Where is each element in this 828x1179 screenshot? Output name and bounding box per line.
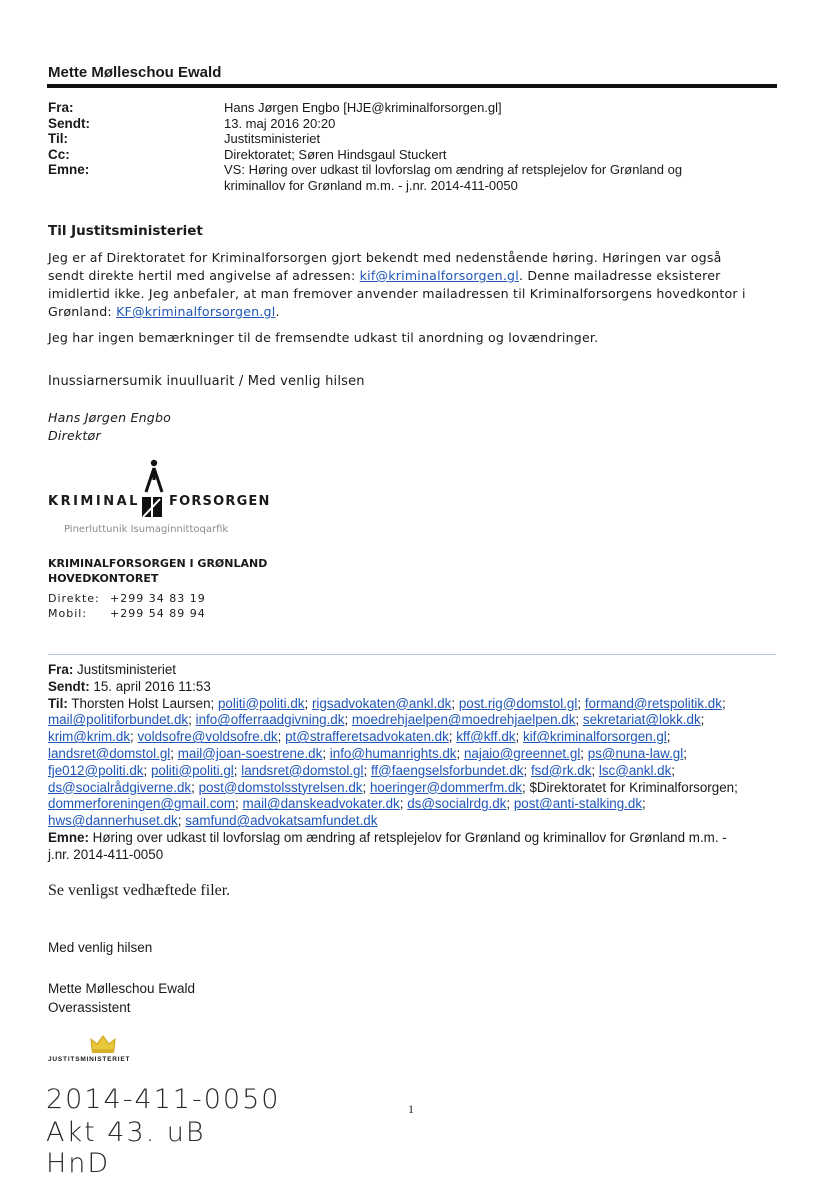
recipient-email-link[interactable]: krim@krim.dk: [48, 729, 131, 745]
ministry-logo: [48, 1032, 178, 1068]
recipient-email-link[interactable]: sekretariat@lokk.dk: [582, 712, 701, 728]
handwritten-note-line2: Akt 43. uB: [46, 1117, 206, 1148]
recipient-email-link[interactable]: samfund@advokatsamfundet.dk: [185, 813, 378, 829]
email2-sender: Mette Mølleschou Ewald Overassistent: [48, 981, 196, 1015]
recipient-email-link[interactable]: info@offerraadgivning.dk: [195, 712, 345, 728]
recipient-email-link[interactable]: fsd@rk.dk: [530, 762, 592, 778]
recipient-email-link[interactable]: ds@socialrådgiverne.dk: [48, 779, 192, 795]
recipient-line: ds@socialrådgiverne.dk; post@domstolsstyrelsen.dk; hoeringer@dommerfm.dk; $Direktoratet for Kriminalforsorgen;: [48, 779, 738, 795]
email1-field-label: Cc:: [48, 146, 70, 162]
email1-field-row: [48, 131, 778, 147]
document-owner-name: Mette Mølleschou Ewald: [48, 64, 222, 81]
email1-field-row: [48, 116, 778, 132]
signature-name: Hans Jørgen Engbo: [48, 410, 172, 425]
email1-field-row: [48, 100, 778, 116]
email-link[interactable]: kif@kriminalforsorgen.gl: [359, 268, 519, 283]
email1-field-row: [48, 147, 778, 163]
email1-field-label: Til:: [48, 131, 68, 146]
org-name: KRIMINALFORSORGEN I GRØNLAND HOVEDKONTORET: [48, 557, 268, 585]
recipient-email-link[interactable]: info@humanrights.dk: [329, 745, 457, 761]
recipient-line: Til: Thorsten Holst Laursen; politi@politi.dk; rigsadvokaten@ankl.dk; post.rig@domstol.gl; formand@retspolitik.dk;: [48, 695, 726, 711]
recipient-email-link[interactable]: mail@politiforbundet.dk: [48, 712, 189, 728]
recipient-email-link[interactable]: lsc@ankl.dk: [598, 762, 672, 778]
recipient-email-link[interactable]: formand@retspolitik.dk: [584, 695, 722, 711]
recipient-email-link[interactable]: voldsofre@voldsofre.dk: [137, 729, 278, 745]
recipient-email-link[interactable]: post.rig@domstol.gl: [458, 695, 578, 711]
crown-icon: [88, 1032, 118, 1054]
recipient-line: krim@krim.dk; voldsofre@voldsofre.dk; pt@strafferetsadvokaten.dk; kff@kff.dk; kif@kriminalforsorgen.gl;: [48, 729, 671, 745]
recipient-email-link[interactable]: kff@kff.dk: [456, 729, 516, 745]
phone-numbers: Direkte: +299 34 83 19 Mobil: +299 54 89 94: [48, 592, 206, 620]
recipient-email-link[interactable]: ff@faengselsforbundet.dk: [370, 762, 524, 778]
email1-field-label: Fra:: [48, 100, 74, 115]
recipient-email-link[interactable]: hoeringer@dommerfm.dk: [369, 779, 522, 795]
email2-header: Fra: Justitsministeriet Sendt: 15. april 2016 11:53 Til: Thorsten Holst Laursen; politi@politi.dk; rigsadvokaten@ankl.dk; post.rig@domstol.gl; formand@retspolitik.dk; mail@politiforbundet.dk; info@offerraadgivning.dk; moedrehjaelpen@moedrehjaelpen.dk; sekretariat@lokk.dk; krim@krim.dk; voldsofre@voldsofre.dk; pt@strafferetsadvokaten.dk; kff@kff.dk; kif@kriminalforsorgen.gl; landsret@domstol.gl; mail@joan-soestrene.dk; info@humanrights.dk; najaio@greennet.gl; ps@nuna-law.gl; fje012@politi.dk; politi@politi.gl; landsret@domstol.gl; ff@faengselsforbundet.dk; fsd@rk.dk; lsc@ankl.dk; ds@socialrådgiverne.dk; post@domstolsstyrelsen.dk; hoeringer@dommerfm.dk; $Direktoratet for Kriminalforsorgen; dommerforeningen@gmail.com; mail@danskeadvokater.dk; ds@socialrdg.dk; post@anti-stalking.dk; hws@dannerhuset.dk; samfund@advokatsamfundet.dk Emne: Høring over udkast til lovforslag om ændring af retsplejelov for Grønland og kriminallov for Grønland m.m. - j.nr. 2014-411-0050: [48, 662, 788, 864]
recipient-email-link[interactable]: ds@socialrdg.dk: [407, 796, 507, 812]
recipient-email-link[interactable]: mail@danskeadvokater.dk: [242, 796, 400, 812]
email1-subject-line2: kriminallov for Grønland m.m. - j.nr. 2014-411-0050: [224, 178, 518, 193]
email1-paragraph-1: Jeg er af Direktoratet for Kriminalforsorgen gjort bekendt med nedenstående høring. Høringen var også sendt direkte hertil med angivelse af adressen: kif@kriminalforsorgen.gl. Denne mailadresse eksisterer imidlertid ikke. Jeg anbefaler, at man fremover anvender mailadressen til Kriminalforsorgens hovedkontor i Grønland: KF@kriminalforsorgen.gl.: [48, 250, 746, 319]
recipient-line: mail@politiforbundet.dk; info@offerraadgivning.dk; moedrehjaelpen@moedrehjaelpen.dk; sekretariat@lokk.dk;: [48, 712, 705, 728]
forward-divider: [48, 654, 776, 655]
ministry-logo-text: JUSTITSMINISTERIET: [48, 1056, 131, 1063]
signature-title: Direktør: [48, 428, 101, 443]
email2-closing: Med venlig hilsen: [48, 940, 153, 955]
email1-greeting: Inussiarnersumik inuulluarit / Med venlig hilsen: [48, 374, 365, 389]
recipient-email-link[interactable]: kif@kriminalforsorgen.gl: [522, 729, 667, 745]
recipient-email-link[interactable]: dommerforeningen@gmail.com: [48, 796, 236, 812]
recipient-email-link[interactable]: politi@politi.dk: [217, 695, 305, 711]
email2-body: Se venligst vedhæftede filer.: [48, 882, 231, 899]
email1-field-value: Justitsministeriet: [224, 131, 321, 146]
recipient-line: fje012@politi.dk; politi@politi.gl; landsret@domstol.gl; ff@faengselsforbundet.dk; fsd@rk.dk; lsc@ankl.dk;: [48, 762, 676, 778]
email1-salutation: Til Justitsministeriet: [48, 223, 203, 239]
recipient-email-link[interactable]: post@domstolsstyrelsen.dk: [198, 779, 363, 795]
recipient-line: hws@dannerhuset.dk; samfund@advokatsamfundet.dk: [48, 813, 378, 829]
recipient-email-link[interactable]: pt@strafferetsadvokaten.dk: [285, 729, 449, 745]
recipient-line: landsret@domstol.gl; mail@joan-soestrene.dk; info@humanrights.dk; najaio@greennet.gl; ps@nuna-law.gl;: [48, 745, 687, 761]
recipient-email-link[interactable]: fje012@politi.dk: [48, 762, 144, 778]
recipient-email-link[interactable]: rigsadvokaten@ankl.dk: [311, 695, 452, 711]
recipient-email-link[interactable]: mail@joan-soestrene.dk: [177, 745, 323, 761]
recipient-line: dommerforeningen@gmail.com; mail@danskeadvokater.dk; ds@socialrdg.dk; post@anti-stalking.dk;: [48, 796, 646, 812]
email1-field-value: VS: Høring over udkast til lovforslag om ændring af retsplejelov for Grønland og: [224, 162, 683, 177]
logo-right-text: FORSORGEN: [169, 494, 271, 509]
email1-field-value: Direktoratet; Søren Hindsgaul Stuckert: [224, 146, 447, 162]
handwritten-case-number: 2014-411-0050: [46, 1084, 281, 1115]
recipient-email-link[interactable]: ps@nuna-law.gl: [587, 745, 684, 761]
recipient-email-link[interactable]: najaio@greennet.gl: [463, 745, 581, 761]
recipient-email-link[interactable]: landsret@domstol.gl: [241, 762, 364, 778]
kriminalforsorgen-logo: [48, 458, 288, 538]
recipient-email-link[interactable]: politi@politi.gl: [150, 762, 234, 778]
email1-paragraph-2: Jeg har ingen bemærkninger til de fremsendte udkast til anordning og lovændringer.: [48, 330, 599, 345]
email1-header: [48, 100, 778, 193]
header-rule: [47, 84, 777, 88]
email1-field-label: Emne:: [48, 162, 90, 177]
recipient-email-link[interactable]: hws@dannerhuset.dk: [48, 813, 178, 829]
email1-field-value: Hans Jørgen Engbo [HJE@kriminalforsorgen.gl]: [224, 100, 502, 115]
email1-field-row: [48, 162, 778, 178]
logo-subtitle: Pinerluttunik Isumaginnittoqarfik: [64, 524, 229, 535]
email1-field-label: Sendt:: [48, 115, 90, 131]
recipient-email-link[interactable]: post@anti-stalking.dk: [513, 796, 643, 812]
email-link[interactable]: KF@kriminalforsorgen.gl: [116, 304, 276, 319]
handwritten-note-line3: HnD: [46, 1148, 111, 1179]
recipient-email-link[interactable]: moedrehjaelpen@moedrehjaelpen.dk: [351, 712, 576, 728]
page-number: 1: [408, 1102, 414, 1116]
logo-left-text: KRIMINAL: [48, 494, 140, 509]
recipient-email-link[interactable]: landsret@domstol.gl: [48, 745, 171, 761]
email1-field-value: 13. maj 2016 20:20: [224, 115, 336, 131]
